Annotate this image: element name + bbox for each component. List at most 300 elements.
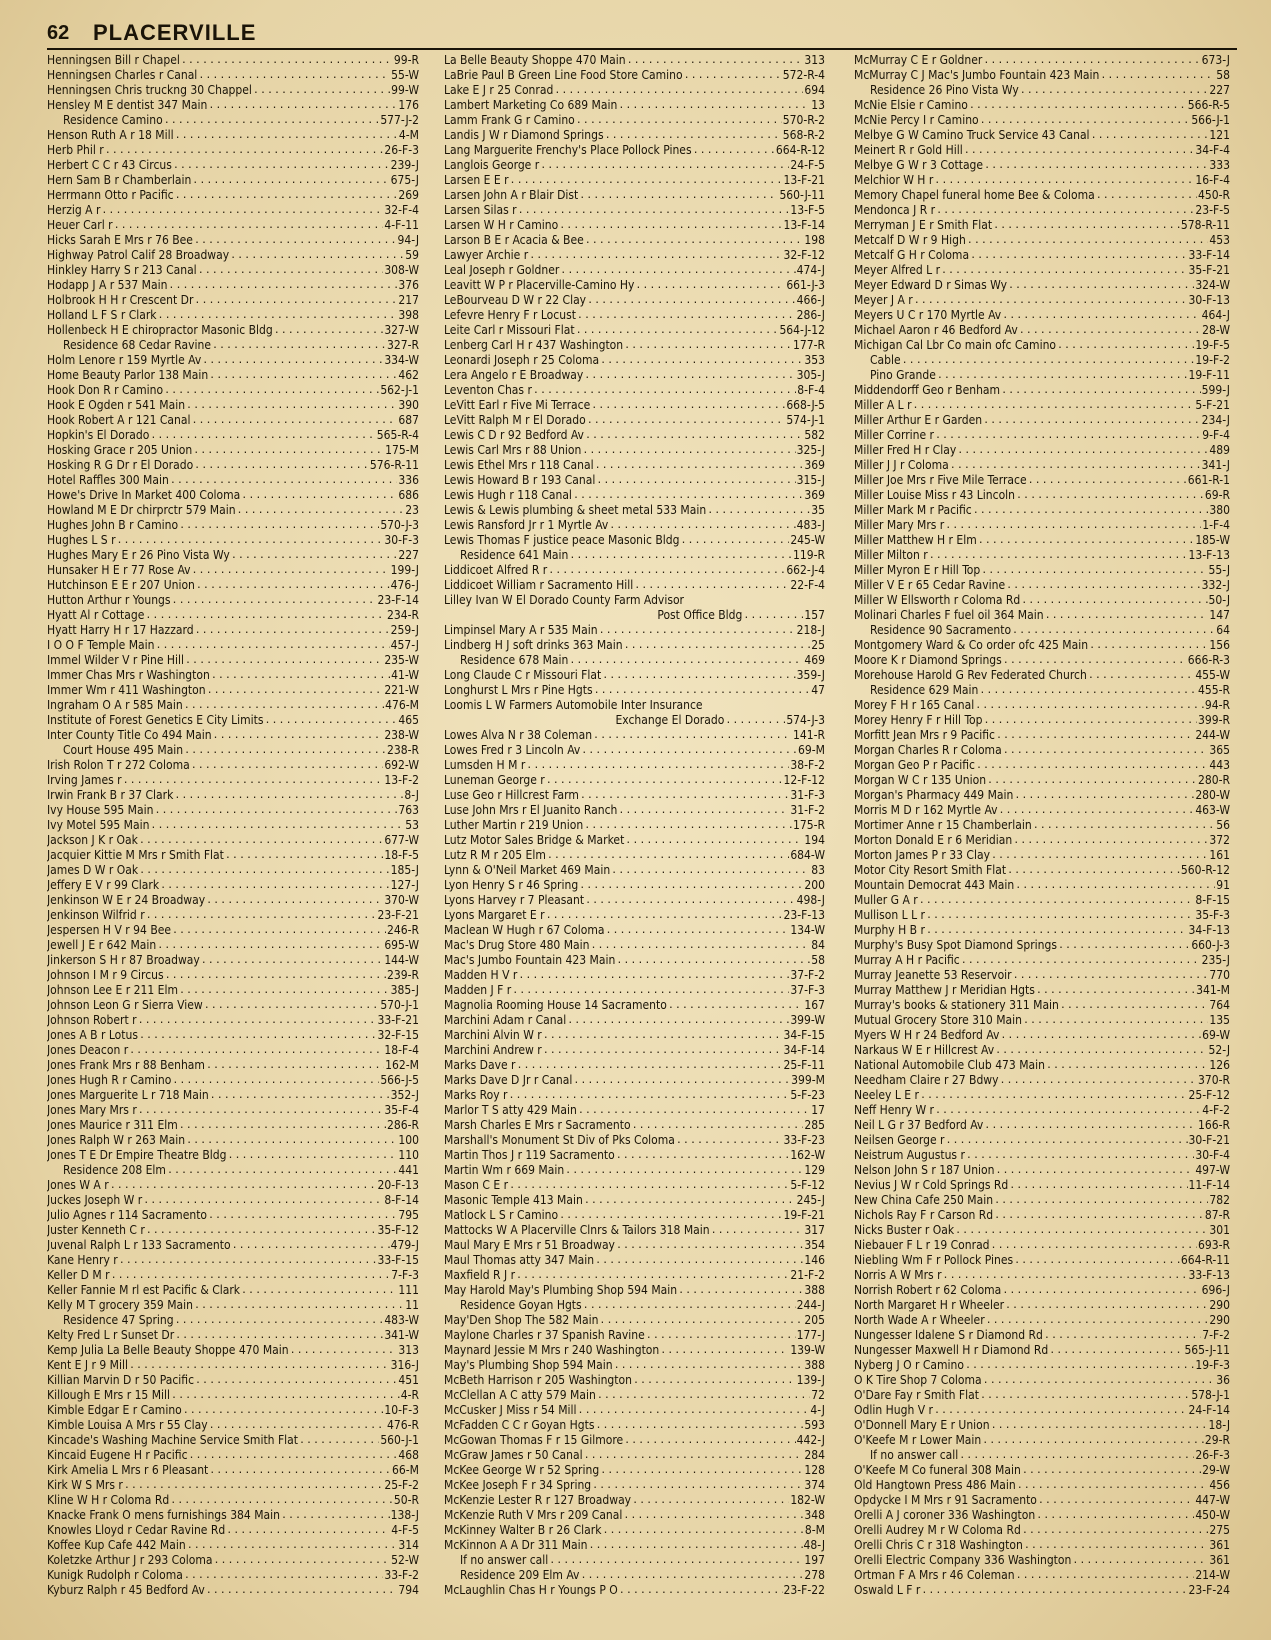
directory-listing	[854, 173, 1230, 188]
leader-dots	[123, 773, 384, 788]
listing-name: Morgan's Pharmacy 449 Main	[854, 788, 1014, 802]
listing-name: McNie Elsie r Camino	[854, 98, 968, 112]
listing-name: Killough E Mrs r 15 Mill	[47, 1388, 171, 1402]
directory-listing	[854, 923, 1230, 938]
listing-name: Marchini Andrew r	[444, 1043, 542, 1057]
directory-listing	[47, 788, 419, 803]
listing-phone: 574-J-1	[786, 413, 825, 427]
listing-phone: 23-F-21	[377, 908, 419, 922]
listing-phone: 565-R-4	[376, 428, 419, 442]
directory-listing	[47, 263, 419, 278]
leader-dots	[167, 1163, 397, 1178]
leader-dots	[979, 683, 1197, 698]
listing-name: Memory Chapel funeral home Bee & Coloma	[854, 188, 1095, 202]
directory-listing	[47, 1508, 419, 1523]
directory-listing	[47, 1178, 419, 1193]
listing-name: Herbert C C r 43 Circus	[47, 158, 172, 172]
listing-phone: 26-F-3	[384, 143, 419, 157]
directory-listing	[47, 848, 419, 863]
listing-phone: 466-J	[796, 293, 825, 307]
listing-phone: 259-J	[390, 623, 419, 637]
listing-phone: 35-F-3	[1195, 908, 1230, 922]
leader-dots	[110, 1178, 377, 1193]
directory-listing	[47, 1568, 419, 1583]
listing-phone: 316-J	[390, 1358, 419, 1372]
listing-name: Hook Don R r Camino	[47, 383, 164, 397]
listing-phone: 25-F-2	[384, 1478, 419, 1492]
directory-listing	[444, 1103, 825, 1118]
directory-listing	[47, 473, 419, 488]
listing-name: O'Keefe M Co funeral 308 Main	[854, 1463, 1021, 1477]
listing-phone: 126	[1209, 1058, 1230, 1072]
listing-phone: 66-M	[392, 1463, 419, 1477]
directory-listing	[854, 158, 1230, 173]
directory-listing	[444, 1058, 825, 1073]
leader-dots	[547, 848, 789, 863]
listing-name: Residence 629 Main	[870, 683, 979, 697]
leader-dots	[154, 803, 397, 818]
leader-dots	[204, 998, 380, 1013]
listing-phone: 121	[1209, 128, 1230, 142]
leader-dots	[600, 353, 803, 368]
listing-phone: 489	[1209, 443, 1230, 457]
listing-phone: 572-R-4	[782, 68, 825, 82]
listing-name: Koffee Kup Cafe 442 Main	[47, 1538, 186, 1552]
directory-listing	[47, 1328, 419, 1343]
listing-phone: 314	[398, 1538, 419, 1552]
listing-name: Hodapp J A r 537 Main	[47, 278, 168, 292]
leader-dots	[991, 1238, 1197, 1253]
listing-phone: 53	[405, 818, 419, 832]
listing-name: Jones W A r	[47, 1178, 109, 1192]
directory-listing	[854, 593, 1230, 608]
leader-dots	[194, 1298, 404, 1313]
listing-name: Luse Geo r Hillcrest Farm	[444, 788, 579, 802]
listing-phone: 11-F-14	[1188, 1178, 1230, 1192]
listing-name: Mountain Democrat 443 Main	[854, 878, 1015, 892]
listing-phone: 23-F-24	[1188, 1583, 1230, 1597]
listing-name: Meyers U C r 170 Myrtle Av	[854, 308, 1002, 322]
listing-name: Jespersen H V r 94 Bee	[47, 923, 172, 937]
leader-dots	[164, 383, 379, 398]
leader-dots	[195, 623, 390, 638]
leader-dots	[978, 533, 1195, 548]
leader-dots	[181, 53, 393, 68]
leader-dots	[1096, 188, 1197, 203]
listing-name: Neil L G r 37 Bedford Av	[854, 1118, 984, 1132]
leader-dots	[208, 98, 397, 113]
listing-name: Lutz Motor Sales Bridge & Market	[444, 833, 625, 847]
directory-listing	[444, 578, 825, 593]
listing-name: O K Tire Shop 7 Coloma	[854, 1373, 982, 1387]
directory-listing	[854, 413, 1230, 428]
listing-phone: 447-W	[1195, 1493, 1230, 1507]
directory-listing	[444, 608, 825, 623]
listing-name: Murphy's Busy Spot Diamond Springs	[854, 938, 1058, 952]
listing-name: New China Cafe 250 Main	[854, 1193, 994, 1207]
listing-phone: 19-F-3	[1195, 1358, 1230, 1372]
listing-phone: 23-F-13	[783, 908, 825, 922]
leader-dots	[743, 608, 803, 623]
leader-dots	[111, 1268, 391, 1283]
leader-dots	[585, 893, 796, 908]
listing-name: If no answer call	[870, 1448, 959, 1462]
leader-dots	[559, 1208, 782, 1223]
directory-listing	[854, 878, 1230, 893]
directory-listing	[47, 1148, 419, 1163]
directory-listing	[854, 1568, 1230, 1583]
listing-name: Morris M D r 162 Myrtle Av	[854, 803, 998, 817]
leader-dots	[1046, 1058, 1208, 1073]
leader-dots	[179, 983, 390, 998]
leader-dots	[241, 1283, 397, 1298]
listing-phone: 290	[1209, 1313, 1230, 1327]
listing-name: Murray's books & stationery 311 Main	[854, 998, 1059, 1012]
leader-dots	[172, 923, 386, 938]
directory-listing	[444, 728, 825, 743]
listing-phone: 451	[398, 1373, 419, 1387]
leader-dots	[230, 248, 404, 263]
directory-listing	[444, 1463, 825, 1478]
listing-name: Jones Marguerite L r 718 Main	[47, 1088, 209, 1102]
leader-dots	[966, 1148, 1194, 1163]
listing-name: Residence 641 Main	[460, 548, 569, 562]
listing-name: Jones Maurice r 311 Elm	[47, 1118, 178, 1132]
listing-phone: 388	[804, 1283, 825, 1297]
leader-dots	[921, 1583, 1187, 1598]
listing-name: Oswald L F r	[854, 1583, 921, 1597]
listing-name: Kimble Edgar E r Camino	[47, 1403, 182, 1417]
listing-phone: 13-F-2	[384, 773, 419, 787]
listing-name: Langlois George r	[444, 158, 540, 172]
listing-phone: 327-R	[387, 338, 419, 352]
listing-phone: 147	[1209, 608, 1230, 622]
listing-phone: 127-J	[390, 878, 419, 892]
listing-phone: 565-J-11	[1184, 1343, 1230, 1357]
listing-name: McCusker J Miss r 54 Mill	[444, 1403, 577, 1417]
listing-phone: 398	[398, 308, 419, 322]
directory-listing	[854, 293, 1230, 308]
listing-phone: 23	[405, 503, 419, 517]
listing-phone: 198	[804, 233, 825, 247]
leader-dots	[559, 218, 782, 233]
directory-listing	[444, 1223, 825, 1238]
leader-dots	[616, 1238, 803, 1253]
listing-name: Miller J J r Coloma	[854, 458, 949, 472]
listing-phone: 156	[1209, 638, 1230, 652]
listing-phone: 18-F-4	[384, 1043, 419, 1057]
directory-listing	[444, 443, 825, 458]
directory-listing	[854, 1268, 1230, 1283]
listing-name: Hopkin's El Dorado	[47, 428, 150, 442]
leader-dots	[945, 518, 1201, 533]
listing-name: Hughes Mary E r 26 Pino Vista Wy	[47, 548, 230, 562]
leader-dots	[196, 578, 390, 593]
listing-phone: 30-F-13	[1188, 293, 1230, 307]
listing-name: Loomis L W Farmers Automobile Inter Insurance	[444, 698, 703, 712]
leader-dots	[198, 68, 390, 83]
leader-dots	[1002, 308, 1200, 323]
listing-name: Neilsen George r	[854, 1133, 945, 1147]
listing-phone: 244-J	[796, 1298, 825, 1312]
listing-name: James D W r Oak	[47, 863, 139, 877]
listing-name: Morgan W C r 135 Union	[854, 773, 987, 787]
directory-listing	[854, 938, 1230, 953]
directory-listing	[444, 1163, 825, 1178]
listing-phone: 599-J	[1201, 383, 1230, 397]
directory-listing	[47, 1313, 419, 1328]
directory-listing	[444, 143, 825, 158]
listing-name: Irwin Frank B r 37 Clark	[47, 788, 174, 802]
leader-dots	[1012, 623, 1215, 638]
listing-name: McGowan Thomas F r 15 Gilmore	[444, 1433, 624, 1447]
listing-phone: 695-W	[384, 938, 419, 952]
listing-name: Hunsaker H E r 77 Rose Av	[47, 563, 191, 577]
listing-phone: 4-J	[810, 1403, 825, 1417]
listing-phone: 450-R	[1198, 188, 1230, 202]
leader-dots	[576, 323, 779, 338]
listing-phone: 18-J	[1208, 1418, 1230, 1432]
listing-name: Kincaid Eugene H r Pacific	[47, 1448, 188, 1462]
listing-name: Residence 26 Pino Vista Wy	[870, 83, 1019, 97]
listing-name: Larsen E E r	[444, 173, 509, 187]
listing-name: Institute of Forest Genetics E City Limits	[47, 713, 264, 727]
leader-dots	[146, 908, 377, 923]
leader-dots	[991, 1418, 1208, 1433]
leader-dots	[1021, 593, 1207, 608]
directory-listing	[47, 578, 419, 593]
listing-name: McClellan A C atty 579 Main	[444, 1388, 596, 1402]
listing-phone: 182-W	[790, 1493, 825, 1507]
directory-listing	[47, 1478, 419, 1493]
directory-listing	[444, 203, 825, 218]
listing-name: Lewis Thomas F justice peace Masonic Bldg	[444, 533, 680, 547]
leader-dots	[959, 1448, 1194, 1463]
directory-listing	[854, 1013, 1230, 1028]
listing-phone: 562-J-1	[380, 383, 419, 397]
listing-name: Miller Matthew H r Elm	[854, 533, 977, 547]
directory-listing	[444, 803, 825, 818]
listing-name: McMurray C J Mac's Jumbo Fountain 423 Main	[854, 68, 1100, 82]
listing-name: Luther Martin r 219 Union	[444, 818, 584, 832]
listing-phone: 33-F-2	[384, 1568, 419, 1582]
leader-dots	[213, 728, 384, 743]
listing-phone: 176	[398, 98, 419, 112]
leader-dots	[143, 1193, 383, 1208]
leader-dots	[138, 1103, 384, 1118]
directory-listing	[854, 203, 1230, 218]
listing-phone: 185-J	[390, 863, 419, 877]
listing-name: McKenzie Ruth V Mrs r 209 Canal	[444, 1508, 623, 1522]
directory-listing	[444, 773, 825, 788]
leader-dots	[961, 953, 1201, 968]
listing-phone: 50-R	[393, 1493, 419, 1507]
leader-dots	[578, 1403, 810, 1418]
listing-phone: 194	[804, 833, 825, 847]
listing-phone: 782	[1209, 1193, 1230, 1207]
listing-phone: 32-F-12	[783, 248, 825, 262]
listing-phone: 462	[398, 368, 419, 382]
listing-name: Morehouse Harold G Rev Federated Church	[854, 668, 1087, 682]
listing-phone: 55-J	[1208, 563, 1230, 577]
leader-dots	[569, 548, 792, 563]
directory-listing	[444, 398, 825, 413]
listing-name: Longhurst L Mrs r Pine Hgts	[444, 683, 593, 697]
directory-listing	[444, 1313, 825, 1328]
listing-name: McBeth Harrison r 205 Washington	[444, 1373, 632, 1387]
leader-dots	[684, 68, 782, 83]
listing-name: O'Keefe M r Lower Main	[854, 1433, 982, 1447]
listing-phone: 8-F-15	[1195, 893, 1230, 907]
listing-phone: 369	[804, 458, 825, 472]
listing-name: Morton James P r 33 Clay	[854, 848, 990, 862]
listing-phone: 33-F-13	[1188, 1268, 1230, 1282]
listing-phone: 35	[811, 503, 825, 517]
listing-name: Motor City Resort Smith Flat	[854, 863, 1007, 877]
directory-listing	[854, 668, 1230, 683]
leader-dots	[587, 293, 796, 308]
listing-name: Opdycke I M Mrs r 91 Sacramento	[854, 1493, 1037, 1507]
listing-phone: 13-F-13	[1188, 548, 1230, 562]
leader-dots	[584, 818, 792, 833]
leader-dots	[105, 143, 384, 158]
directory-listing	[854, 1103, 1230, 1118]
listing-name: Liddicoet William r Sacramento Hill	[444, 578, 634, 592]
leader-dots	[228, 1148, 398, 1163]
directory-listing	[444, 248, 825, 263]
listing-name: Murphy H B r	[854, 923, 925, 937]
listing-phone: 162-M	[385, 1058, 419, 1072]
listing-name: Henson Ruth A r 18 Mill	[47, 128, 174, 142]
listing-phone: 58	[811, 953, 825, 967]
listing-phone: 399-R	[1198, 713, 1230, 727]
listing-phone: 12-F-12	[783, 773, 825, 787]
leader-dots	[635, 278, 785, 293]
listing-phone: 570-J-3	[380, 518, 419, 532]
listing-phone: 234-J	[1201, 413, 1230, 427]
directory-listing	[444, 713, 825, 728]
listing-phone: 668-J-5	[786, 398, 825, 412]
leader-dots	[1009, 1178, 1187, 1193]
listing-name: Murray Jeanette 53 Reservoir	[854, 968, 1012, 982]
listing-name: Lumsden H M r	[444, 758, 526, 772]
directory-listing	[47, 668, 419, 683]
listing-name: Ingraham O A r 585 Main	[47, 698, 183, 712]
leader-dots	[595, 1418, 803, 1433]
leader-dots	[934, 1403, 1188, 1418]
listing-phone: 453	[1209, 233, 1230, 247]
leader-dots	[976, 758, 1208, 773]
listing-name: Miller Louise Miss r 43 Lincoln	[854, 488, 1016, 502]
leader-dots	[101, 203, 383, 218]
listing-phone: 359-J	[796, 668, 825, 682]
directory-listing	[444, 518, 825, 533]
listing-phone: 24-F-14	[1188, 1403, 1230, 1417]
leader-dots	[1005, 1298, 1208, 1313]
leader-dots	[676, 1133, 783, 1148]
listing-name: Metcalf G H r Coloma	[854, 248, 970, 262]
leader-dots	[208, 1208, 397, 1223]
leader-dots	[546, 908, 783, 923]
leader-dots	[146, 1223, 377, 1238]
listing-phone: 18-F-5	[384, 848, 419, 862]
directory-listing	[444, 1493, 825, 1508]
listing-phone: 341-W	[384, 1328, 419, 1342]
listing-name: Meyer Alfred L r	[854, 263, 941, 277]
leader-dots	[1000, 1073, 1197, 1088]
listing-name: LeVitt Ralph M r El Dorado	[444, 413, 586, 427]
listing-phone: 111	[398, 1283, 419, 1297]
listing-phone: 52-W	[391, 1553, 419, 1567]
listing-phone: 217	[398, 293, 419, 307]
leader-dots	[616, 1148, 790, 1163]
listing-phone: 11	[405, 1298, 419, 1312]
leader-dots	[512, 983, 789, 998]
directory-listing	[854, 1343, 1230, 1358]
directory-listing	[854, 1043, 1230, 1058]
directory-listing	[47, 1373, 419, 1388]
directory-listing	[854, 728, 1230, 743]
listing-name: Mendonca J R r	[854, 203, 936, 217]
listing-phone: 317	[804, 1223, 825, 1237]
listing-name: Miller W Ellsworth r Coloma Rd	[854, 593, 1021, 607]
listing-name: Liddicoet Alfred R r	[444, 563, 548, 577]
listing-name: Hyatt Harry H r 17 Hazzard	[47, 623, 194, 637]
directory-listing	[47, 533, 419, 548]
listing-name: Hughes John B r Camino	[47, 518, 179, 532]
leader-dots	[290, 1343, 398, 1358]
listing-phone: 72	[811, 1388, 825, 1402]
leader-dots	[194, 293, 397, 308]
listing-phone: 315-J	[796, 473, 825, 487]
leader-dots	[1023, 1013, 1208, 1028]
listing-phone: 479-J	[390, 1238, 419, 1252]
directory-listing	[47, 518, 419, 533]
listing-phone: 13-F-5	[790, 203, 825, 217]
listing-phone: 313	[398, 1343, 419, 1357]
leader-dots	[623, 1508, 803, 1523]
listing-name: Howland M E Dr chirprctr 579 Main	[47, 503, 236, 517]
listing-phone: 31-F-3	[790, 788, 825, 802]
listing-phone: 566-J-5	[380, 1073, 419, 1087]
listing-name: Johnson Robert r	[47, 1013, 137, 1027]
leader-dots	[211, 668, 390, 683]
listing-phone: 9-F-4	[1202, 428, 1230, 442]
directory-listing	[444, 1433, 825, 1448]
leader-dots	[595, 458, 804, 473]
listing-name: Maxfield R J r	[444, 1268, 516, 1282]
listing-name: Lenberg Carl H r 437 Washington	[444, 338, 624, 352]
directory-listing	[854, 758, 1230, 773]
directory-listing	[854, 503, 1230, 518]
listing-name: Residence 90 Sacramento	[870, 623, 1012, 637]
listing-name: Martin Thos J r 119 Sacramento	[444, 1148, 615, 1162]
listing-phone: 376	[398, 278, 419, 292]
leader-dots	[980, 113, 1191, 128]
leader-dots	[139, 1028, 377, 1043]
listing-name: Jones Ralph W r 263 Main	[47, 1133, 186, 1147]
listing-phone: 36	[1216, 1373, 1230, 1387]
leader-dots	[941, 263, 1188, 278]
listing-name: Orelli Audrey M r W Coloma Rd	[854, 1523, 1021, 1537]
listing-name: Kincade's Washing Machine Service Smith Flat	[47, 1433, 298, 1447]
directory-listing	[47, 1433, 419, 1448]
listing-name: Marchini Alvin W r	[444, 1028, 542, 1042]
listing-name: Marsh Charles E Mrs r Sacramento	[444, 1118, 631, 1132]
directory-listing	[444, 1118, 825, 1133]
listing-name: Marlor T S atty 429 Main	[444, 1103, 577, 1117]
directory-listing	[444, 623, 825, 638]
